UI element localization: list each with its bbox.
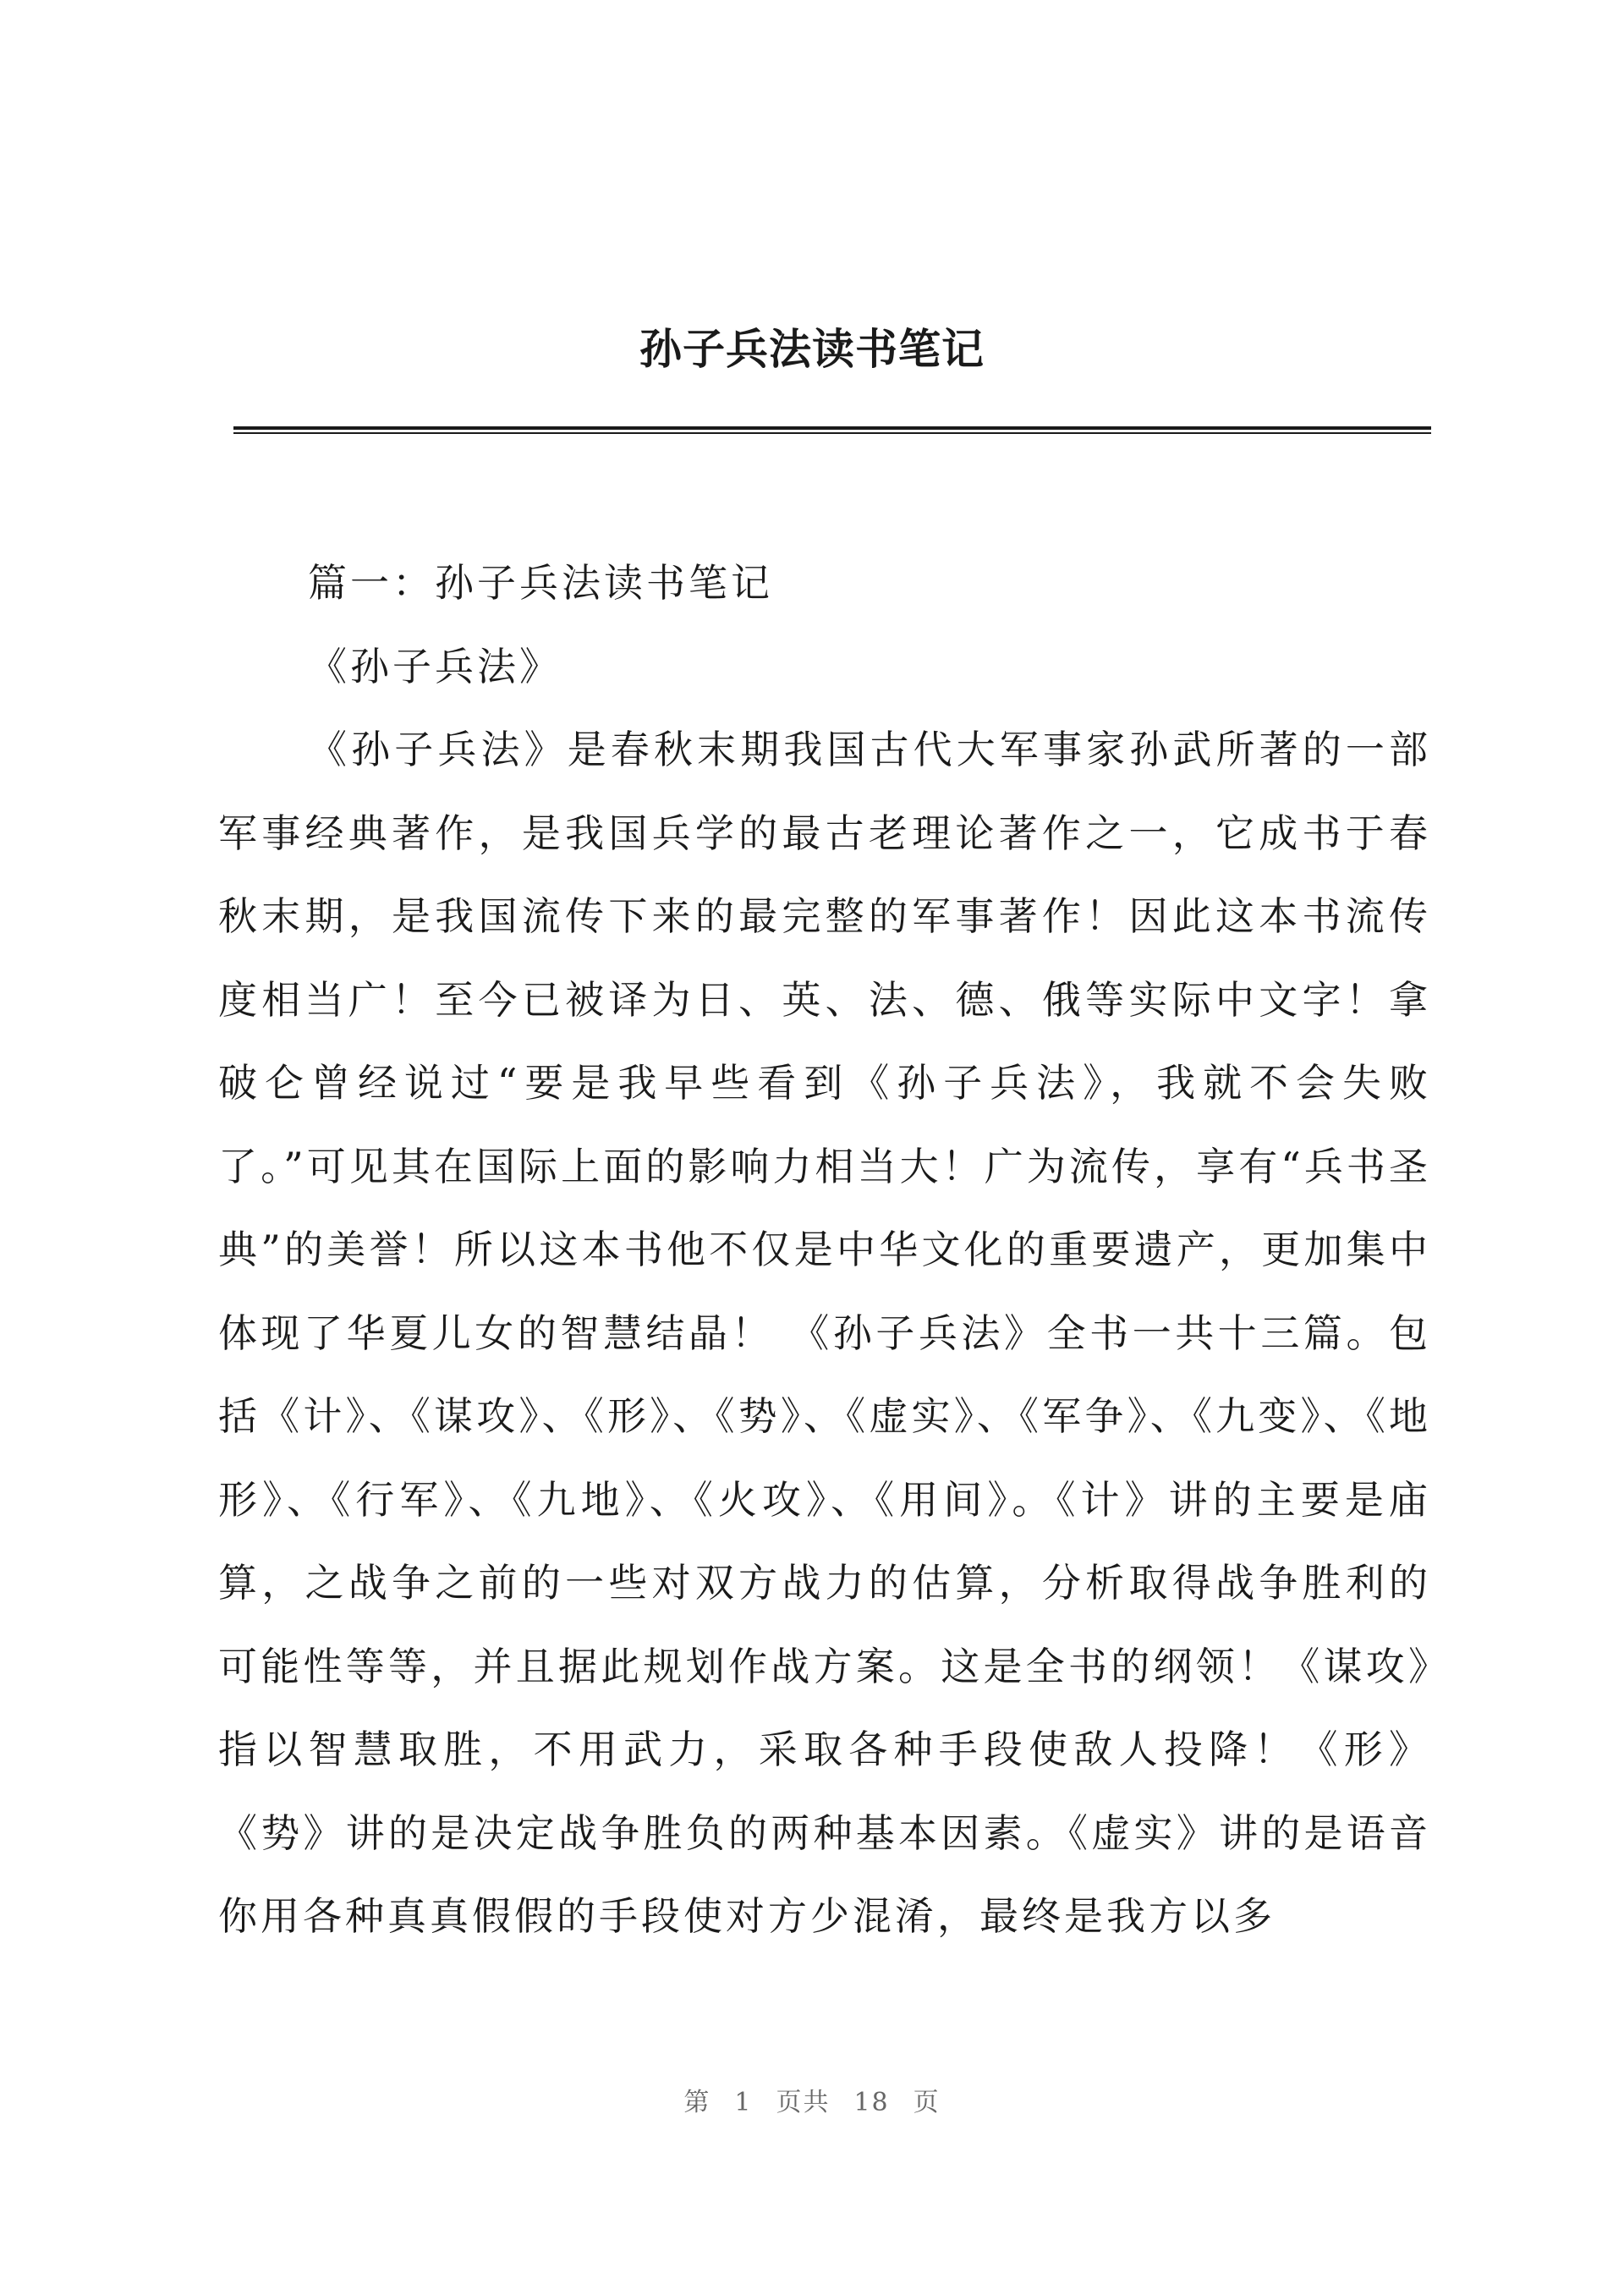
title-divider-thin-line <box>233 432 1431 434</box>
document-body <box>218 541 1431 1958</box>
page-footer <box>0 2081 1624 2118</box>
section-heading: 篇一：孙子兵法读书笔记 <box>308 560 773 606</box>
footer-total-pages: 18 <box>853 2088 890 2117</box>
title-divider-thick-line <box>233 426 1431 430</box>
footer-prefix: 第 <box>683 2088 711 2117</box>
footer-middle: 页共 <box>776 2088 831 2117</box>
footer-page-number: 1 <box>734 2088 753 2117</box>
book-title-line: 《孙子兵法》 <box>308 643 562 689</box>
footer-suffix: 页 <box>913 2088 941 2117</box>
title-divider <box>233 426 1431 435</box>
body-paragraph: 《孙子兵法》是春秋末期我国古代大军事家孙武所著的一部军事经典著作，是我国兵学的最古老理论著作之一，它成书于春秋末期，是我国流传下来的最完整的军事著作！因此这本书流传度相当广！至今已被译为日、英、法、德、俄等实际中文字！拿破仑曾经说过“要是我早些看到《孙子兵法》，我就不会失败了。”可见其在国际上面的影响力相当大！广为流传，享有“兵书圣典”的美誉！所以这本书他不仅是中华文化的重要遗产，更加集中体现了华夏儿女的智慧结晶！ 《孙子兵法》全书一共十三篇。包括《计》、《谋攻》、《形》、《势》、《虚实》、《军争》、《九变》、《地形》、《行军》、《九地》、《火攻》、《用间》。《计》讲的主要是庙算，之战争之前的一些对双方战力的估算，分析取得战争胜利的可能性等等，并且据此规划作战方案。这是全书的纲领！《谋攻》指以智慧取胜，不用武力，采取各种手段使敌人投降！《形》《势》讲的是决定战争胜负的两种基本因素。《虚实》讲的是语音你用各种真真假假的手段使对方少混淆，最终是我方以多 <box>218 727 1431 1939</box>
document-title: 孙子兵法读书笔记 <box>639 324 985 374</box>
